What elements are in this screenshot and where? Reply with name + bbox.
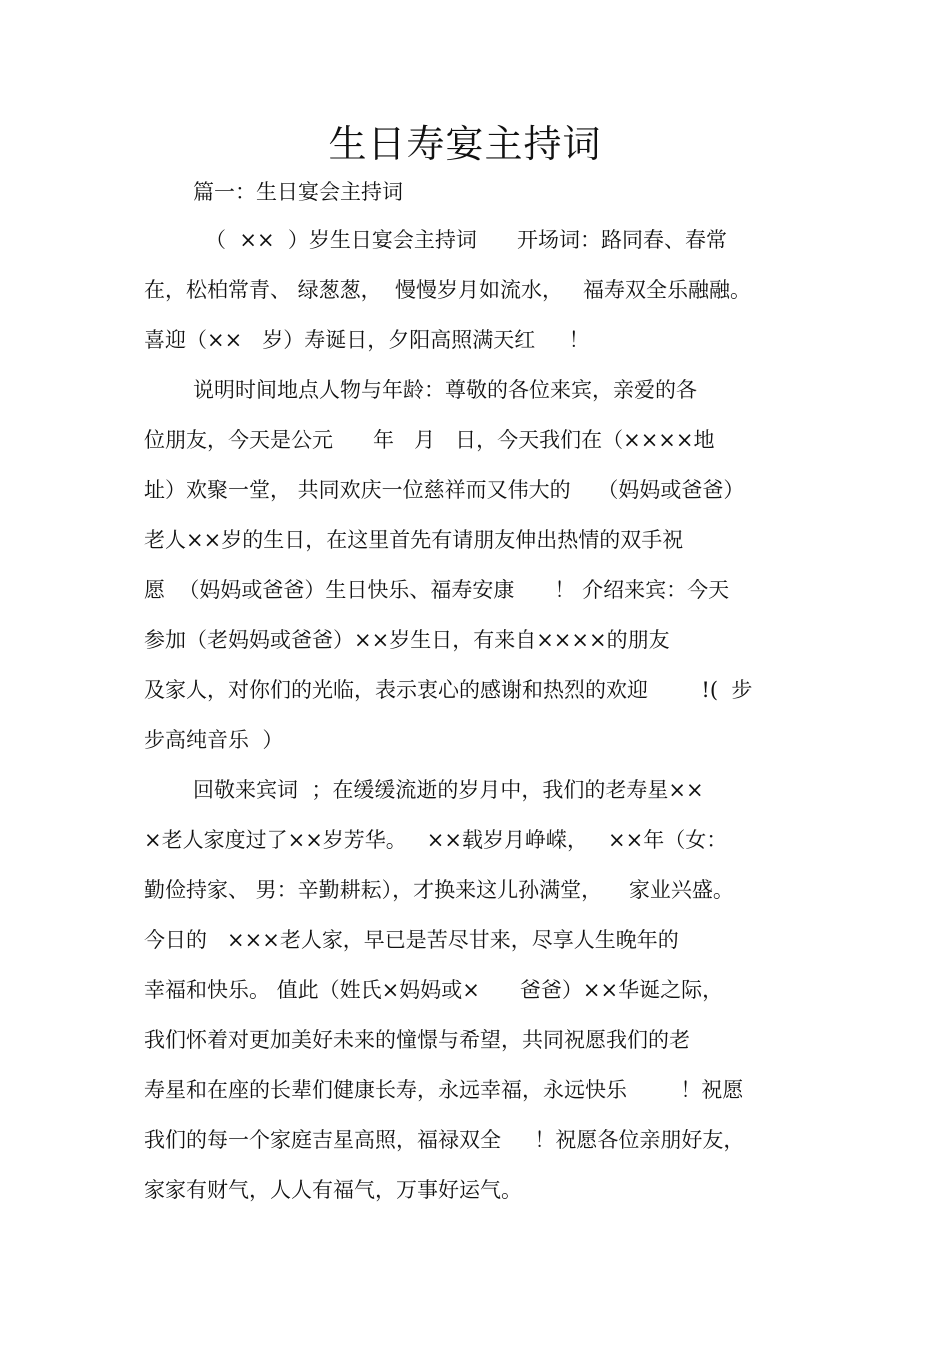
paragraph-line: 寿星和在座的长辈们健康长寿，永远幸福，永远快乐 ！祝愿 — [144, 1078, 744, 1102]
paragraph-line: 参加（老妈妈或爸爸）××岁生日，有来自××××的朋友 — [144, 628, 670, 652]
paragraph-line: 我们怀着对更加美好未来的憧憬与希望，共同祝愿我们的老 — [144, 1028, 690, 1052]
paragraph-line: 说明时间地点人物与年龄：尊敬的各位来宾，亲爱的各 — [193, 378, 697, 402]
paragraph-line: 家家有财气，人人有福气，万事好运气。 — [144, 1178, 522, 1202]
paragraph-line: 愿 （妈妈或爸爸）生日快乐、福寿安康 ！ 介绍来宾：今天 — [144, 578, 730, 602]
paragraph-line: 址）欢聚一堂， 共同欢庆一位慈祥而又伟大的 （妈妈或爸爸） — [144, 478, 745, 502]
paragraph-line: ×老人家度过了××岁芳华。 ××载岁月峥嵘， ××年（女： — [144, 828, 728, 852]
paragraph-line: （ ×× ）岁生日宴会主持词 开场词：路同春、春常 — [205, 228, 727, 252]
paragraph-line: 在，松柏常青、 绿葱葱， 慢慢岁月如流水， 福寿双全乐融融。 — [144, 278, 752, 302]
paragraph-line: 喜迎（×× 岁）寿诞日，夕阳高照满天红 ！ — [144, 328, 590, 352]
document-title: 生日寿宴主持词 — [328, 122, 602, 166]
paragraph-line: 我们的每一个家庭吉星高照，福禄双全 ！祝愿各位亲朋好友， — [144, 1128, 745, 1152]
paragraph-line: 及家人，对你们的光临，表示衷心的感谢和热烈的欢迎 !( 步 — [144, 678, 753, 702]
paragraph-line: 回敬来宾词 ；在缓缓流逝的岁月中，我们的老寿星×× — [193, 778, 704, 802]
section-heading: 篇一：生日宴会主持词 — [193, 180, 403, 204]
paragraph-line: 位朋友，今天是公元 年 月 日，今天我们在（××××地 — [144, 428, 715, 452]
paragraph-line: 今日的 ×××老人家，早已是苦尽甘来，尽享人生晚年的 — [144, 928, 679, 952]
paragraph-line: 勤俭持家、 男：辛勤耕耘），才换来这儿孙满堂， 家业兴盛。 — [144, 878, 734, 902]
paragraph-line: 老人××岁的生日，在这里首先有请朋友伸出热情的双手祝 — [144, 528, 684, 552]
paragraph-line: 步高纯音乐 ） — [144, 728, 284, 752]
paragraph-line: 幸福和快乐。 值此（姓氏×妈妈或× 爸爸）××华诞之际， — [144, 978, 724, 1002]
